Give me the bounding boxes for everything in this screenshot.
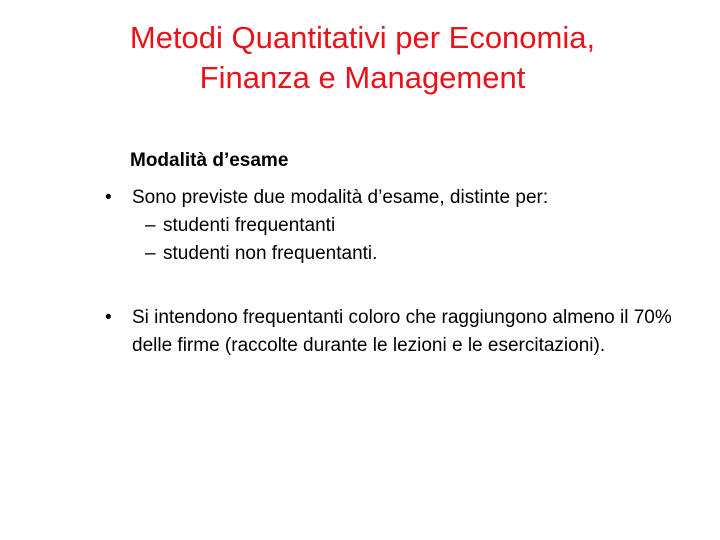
- bullet-item: [105, 184, 685, 212]
- bullet-text: Si intendono frequentanti coloro che raggiungono almeno il 70% delle firme (raccolte durante le lezioni e le esercitazioni).: [132, 307, 672, 356]
- bullet-marker: •: [105, 187, 112, 208]
- spacer: [105, 268, 685, 304]
- section-heading: Modalità d’esame: [130, 150, 289, 171]
- bullet-marker: •: [105, 307, 112, 328]
- slide-title: [40, 18, 685, 98]
- sub-bullet-item: [105, 212, 685, 240]
- bullet-text: Sono previste due modalità d’esame, distinte per:: [132, 187, 549, 208]
- sub-bullet-item: [105, 240, 685, 268]
- dash-marker: –: [145, 243, 156, 264]
- sub-bullet-list: [105, 212, 685, 268]
- sub-bullet-text: studenti non frequentanti.: [163, 243, 378, 264]
- bullet-list: [105, 184, 685, 360]
- dash-marker: –: [145, 215, 156, 236]
- slide-title-line-2: Finanza e Management: [199, 60, 526, 95]
- slide-title-line-1: Metodi Quantitativi per Economia,: [129, 20, 596, 55]
- sub-bullet-text: studenti frequentanti: [163, 215, 336, 236]
- bullet-item: [105, 304, 685, 360]
